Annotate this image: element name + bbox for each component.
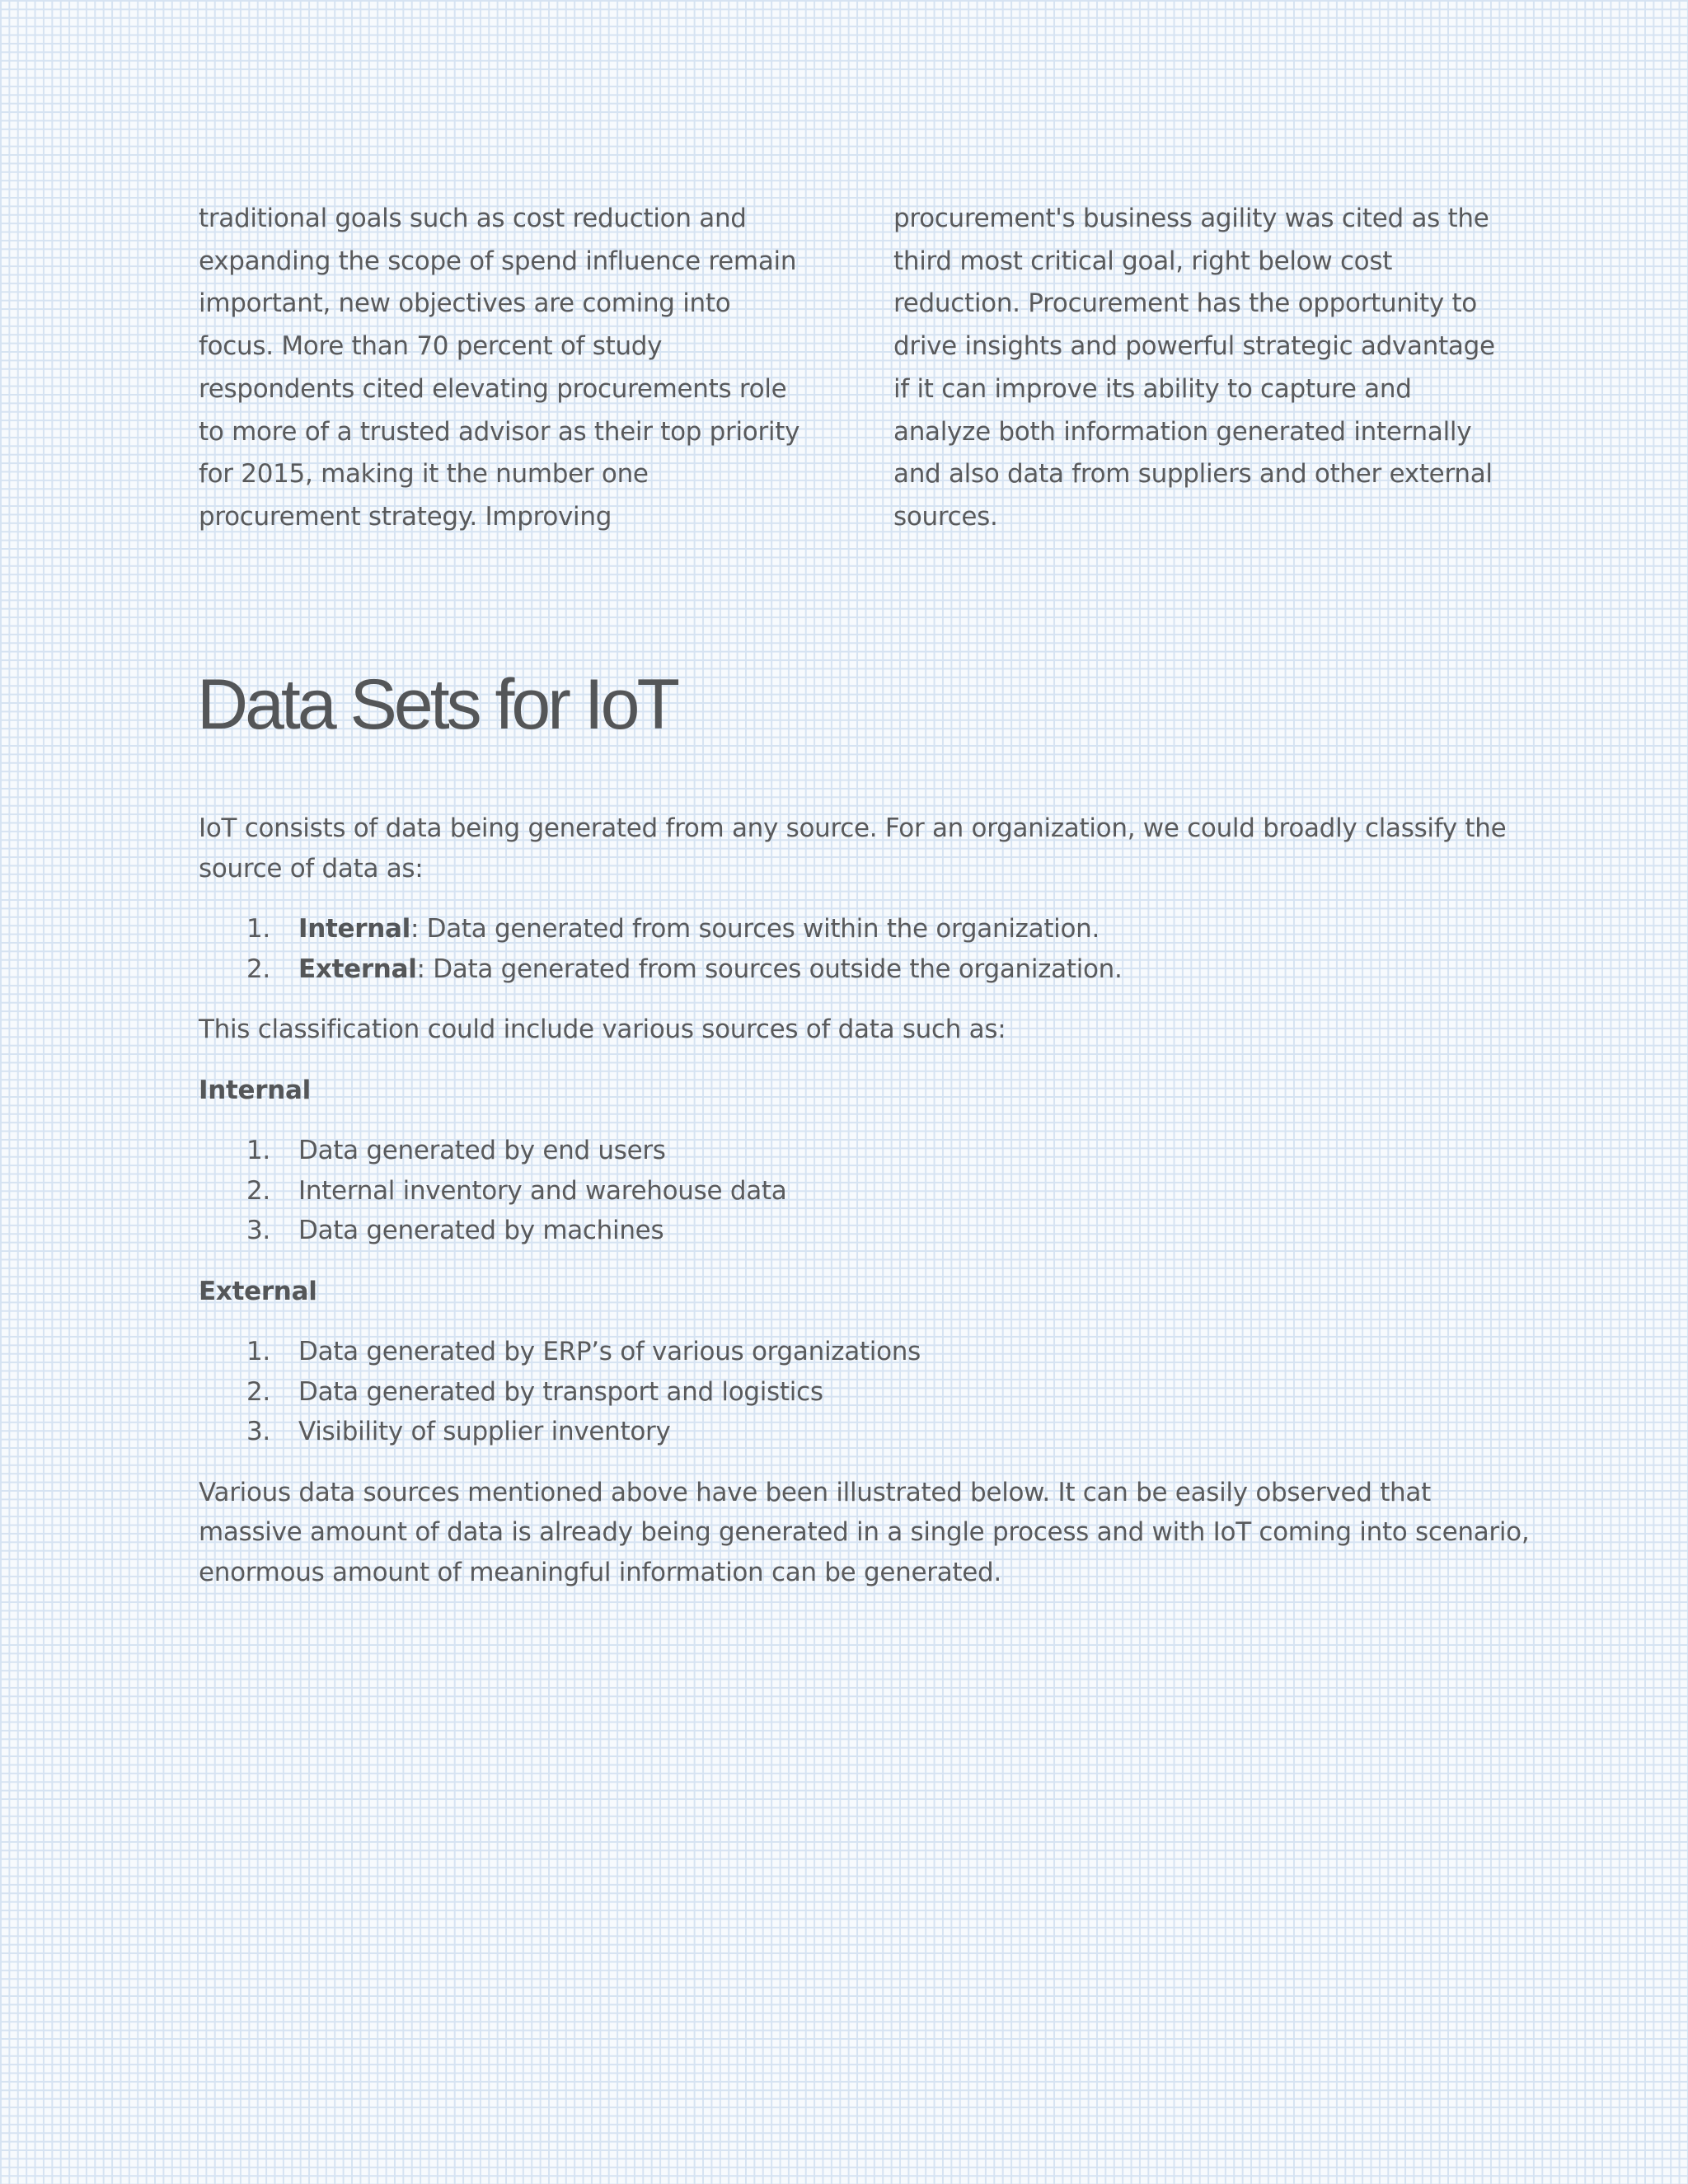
- list-item: [199, 1412, 1583, 1452]
- intro-paragraph: [199, 808, 1583, 888]
- list-item: [199, 1131, 1583, 1171]
- list-text: Visibility of supplier inventory: [298, 1417, 671, 1446]
- list-number: 1.: [246, 1337, 270, 1366]
- text-line: respondents cited elevating procurements role: [199, 373, 787, 404]
- text-line: enormous amount of meaningful information can be generated.: [199, 1557, 1001, 1587]
- list-term: Internal: [298, 914, 410, 944]
- external-label: External: [199, 1276, 317, 1306]
- text-line: procurement's business agility was cited as the: [893, 204, 1489, 233]
- list-text: Data generated by end users: [298, 1136, 666, 1165]
- closing-paragraph: [199, 1473, 1583, 1593]
- internal-label: Internal: [199, 1075, 311, 1105]
- text-line: reduction. Procurement has the opportunity to: [893, 288, 1477, 319]
- list-item: [199, 949, 1583, 990]
- text-line: drive insights and powerful strategic advantage: [893, 331, 1495, 362]
- list-item: [199, 1171, 1583, 1212]
- text-line: expanding the scope of spend influence remain: [199, 246, 797, 276]
- list-number: 2.: [246, 1175, 270, 1206]
- classification-list: [199, 909, 1583, 989]
- list-text: Data generated by machines: [298, 1216, 664, 1245]
- list-number: 1.: [246, 1136, 270, 1165]
- text-line: analyze both information generated internally: [893, 416, 1472, 447]
- external-sources-list: [199, 1332, 1583, 1452]
- text-line: to more of a trusted advisor as their top priority: [199, 416, 800, 447]
- text-line: sources.: [893, 501, 998, 532]
- list-text: Data generated by transport and logistics: [298, 1376, 823, 1407]
- text-line: focus. More than 70 percent of study: [199, 331, 663, 362]
- text-line: procurement strategy. Improving: [199, 501, 612, 532]
- list-item: [199, 1332, 1583, 1372]
- text-line: source of data as:: [199, 853, 424, 883]
- list-text: Internal inventory and warehouse data: [298, 1175, 787, 1206]
- text-line: and also data from suppliers and other external: [893, 459, 1493, 490]
- list-number: 3.: [246, 1417, 270, 1446]
- intro-column-right: [893, 198, 1536, 539]
- list-item: [199, 1372, 1583, 1413]
- text-line: massive amount of data is already being generated in a single process and with IoT coming into scenario,: [199, 1517, 1530, 1547]
- text-line: IoT consists of data being generated from any source. For an organization, we could broadly classify the: [199, 813, 1507, 843]
- internal-sources-list: [199, 1131, 1583, 1251]
- list-number: 2.: [246, 954, 270, 984]
- list-description: : Data generated from sources outside the organization.: [416, 954, 1123, 984]
- classification-note: This classification could include various sources of data such as:: [199, 1015, 1006, 1044]
- list-description: : Data generated from sources within the organization.: [410, 914, 1100, 944]
- section-heading: Data Sets for IoT: [197, 665, 678, 744]
- text-line: traditional goals such as cost reduction and: [199, 204, 747, 233]
- list-item: [199, 909, 1583, 949]
- list-term: External: [298, 954, 417, 984]
- text-line: for 2015, making it the number one: [199, 459, 649, 490]
- list-number: 3.: [246, 1216, 270, 1245]
- text-line: third most critical goal, right below cost: [893, 246, 1393, 276]
- section-body: [199, 808, 1583, 1592]
- list-text: Data generated by ERP’s of various organizations: [298, 1337, 921, 1366]
- list-number: 2.: [246, 1376, 270, 1407]
- list-item: [199, 1211, 1583, 1251]
- text-line: if it can improve its ability to capture and: [893, 373, 1412, 404]
- intro-column-left: [199, 198, 842, 539]
- text-line: important, new objectives are coming into: [199, 288, 731, 319]
- list-number: 1.: [246, 914, 270, 944]
- text-line: Various data sources mentioned above have been illustrated below. It can be easily observed that: [199, 1477, 1431, 1507]
